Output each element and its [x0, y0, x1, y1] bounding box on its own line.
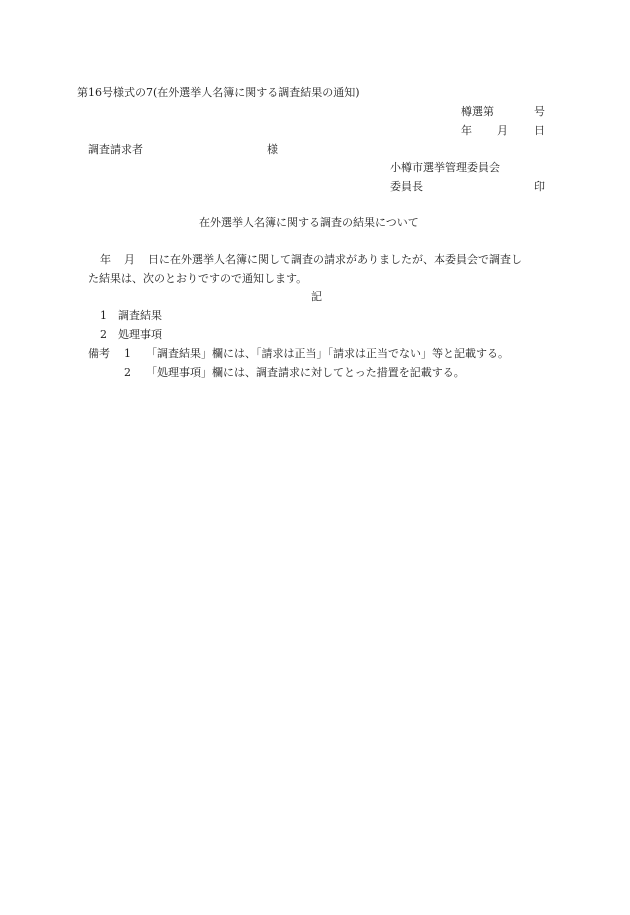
date-year: 年: [461, 124, 472, 137]
body-line2-text: た結果は、次のとおりですので通知します。: [88, 272, 308, 285]
doc-number-prefix: 樽選第: [461, 105, 494, 118]
remark-2-text: 「処理事項」欄には、調査請求に対してとった措置を記載する。: [146, 366, 465, 379]
date-month: 月: [497, 124, 508, 137]
remark-1-text: 「調査結果」欄には、「請求は正当」「請求は正当でない」等と記載する。: [146, 347, 509, 360]
body-month: 月: [124, 253, 135, 266]
sender-title: 委員長: [390, 180, 423, 193]
subject-title: 在外選挙人名簿に関する調査の結果について: [199, 216, 419, 229]
item-1-number: 1: [100, 309, 107, 322]
body-year: 年: [100, 253, 111, 266]
form-title: 第16号様式の7(在外選挙人名簿に関する調査結果の通知): [77, 86, 360, 99]
body-line1-text: 日に在外選挙人名簿に関して調査の請求がありましたが、本委員会で調査し: [148, 253, 522, 266]
doc-number-suffix: 号: [534, 105, 545, 118]
remark-2-number: 2: [124, 366, 131, 379]
remarks-label: 備考: [88, 347, 110, 360]
remark-1-number: 1: [124, 347, 131, 360]
ki-heading: 記: [311, 290, 322, 303]
addressee-label: 調査請求者: [88, 143, 143, 156]
sender-seal: 印: [534, 180, 545, 193]
addressee-honorific: 様: [267, 143, 278, 156]
item-2-number: 2: [100, 328, 107, 341]
date-day: 日: [534, 124, 545, 137]
item-2-label: 処理事項: [118, 328, 162, 341]
sender-org: 小樽市選挙管理委員会: [390, 161, 500, 174]
item-1-label: 調査結果: [118, 309, 162, 322]
